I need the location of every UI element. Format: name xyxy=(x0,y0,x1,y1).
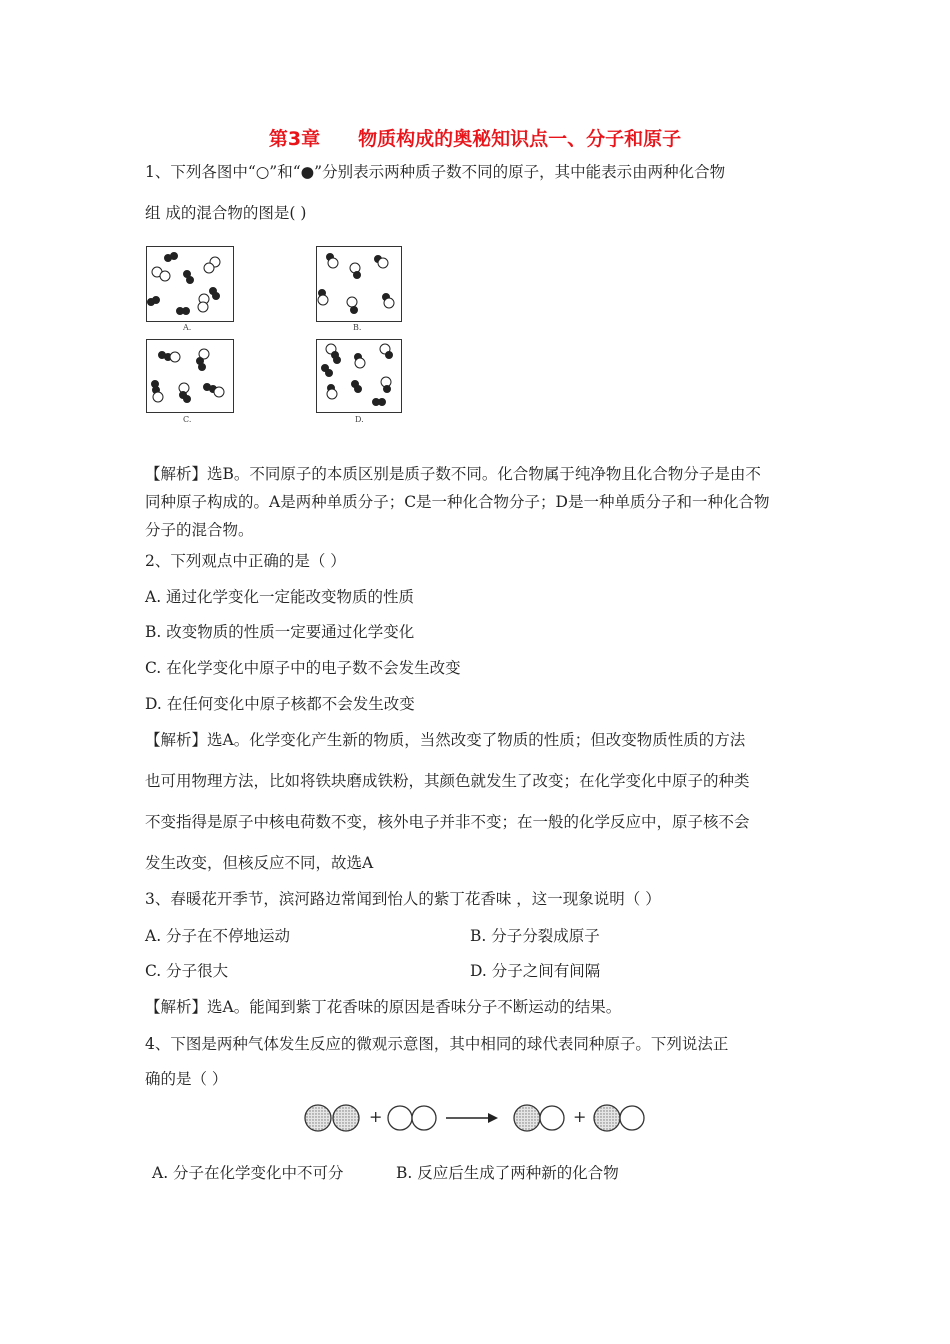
diagram-label-d: D. xyxy=(355,415,364,424)
q3-option-c: C. 分子很大 xyxy=(145,962,229,980)
diagram-label-c: C. xyxy=(183,415,192,424)
q2-stem: 2、下列观点中正确的是（ ） xyxy=(145,552,346,570)
q1-stem-line1: 1、下列各图中“○”和“●”分别表示两种质子数不同的原子，其中能表示由两种化合物 xyxy=(145,163,726,181)
reaction-plus-left: + xyxy=(369,1107,383,1126)
diagram-label-a: A. xyxy=(183,323,192,332)
q3-option-b: B. 分子分裂成原子 xyxy=(470,927,600,945)
diagram-label-b: B. xyxy=(353,323,362,332)
q2-option-c: C. 在化学变化中原子中的电子数不会发生改变 xyxy=(145,659,461,677)
diagram-c-molecules xyxy=(152,349,225,403)
q4-option-a: A. 分子在化学变化中不可分 xyxy=(152,1164,344,1182)
q1-stem-line2: 组 成的混合物的图是( ) xyxy=(145,204,307,222)
q2-option-b: B. 改变物质的性质一定要通过化学变化 xyxy=(145,623,415,641)
q1-analysis-line2: 同种原子构成的。A是两种单质分子；C是一种化合物分子；D是一种单质分子和一种化合物 xyxy=(145,493,770,511)
q3-analysis: 【解析】选A。能闻到紫丁花香味的原因是香味分子不断运动的结果。 xyxy=(145,998,622,1016)
q3-option-d: D. 分子之间有间隔 xyxy=(470,962,601,980)
q4-stem-line1: 4、下图是两种气体发生反应的微观示意图，其中相同的球代表同种原子。下列说法正 xyxy=(145,1035,729,1053)
q4-stem-line2: 确的是（ ） xyxy=(145,1070,228,1088)
diagram-d-molecules xyxy=(322,344,393,406)
chapter-label: 第3章 xyxy=(268,128,321,150)
q2-option-d: D. 在任何变化中原子核都不会发生改变 xyxy=(145,695,415,713)
q2-option-a: A. 通过化学变化一定能改变物质的性质 xyxy=(145,588,415,606)
q4-option-b: B. 反应后生成了两种新的化合物 xyxy=(396,1164,619,1182)
q1-analysis-line3: 分子的混合物。 xyxy=(145,521,254,539)
q2-analysis-line2: 也可用物理方法，比如将铁块磨成铁粉，其颜色就发生了改变；在化学变化中原子的种类 xyxy=(145,772,750,790)
reaction-plus-right: + xyxy=(573,1107,587,1126)
reaction-diagram xyxy=(305,1105,644,1131)
q1-analysis-line1: 【解析】选B。不同原子的本质区别是质子数不同。化合物属于纯净物且化合物分子是由不 xyxy=(145,465,761,483)
q3-stem: 3、春暖花开季节，滨河路边常闻到怡人的紫丁花香味 ，这一现象说明（ ） xyxy=(145,890,661,908)
q3-option-a: A. 分子在不停地运动 xyxy=(145,927,291,945)
diagram-b-molecules xyxy=(318,254,394,314)
chapter-topic: 物质构成的奥秘知识点一、分子和原子 xyxy=(358,128,682,150)
diagram-a-molecules xyxy=(148,253,221,315)
q2-analysis-line1: 【解析】选A。化学变化产生新的物质，当然改变了物质的性质；但改变物质性质的方法 xyxy=(145,731,746,749)
q2-analysis-line3: 不变指得是原子中核电荷数不变，核外电子并非不变；在一般的化学反应中，原子核不会 xyxy=(145,813,750,831)
q2-analysis-line4: 发生改变，但核反应不同，故选A xyxy=(145,854,374,872)
